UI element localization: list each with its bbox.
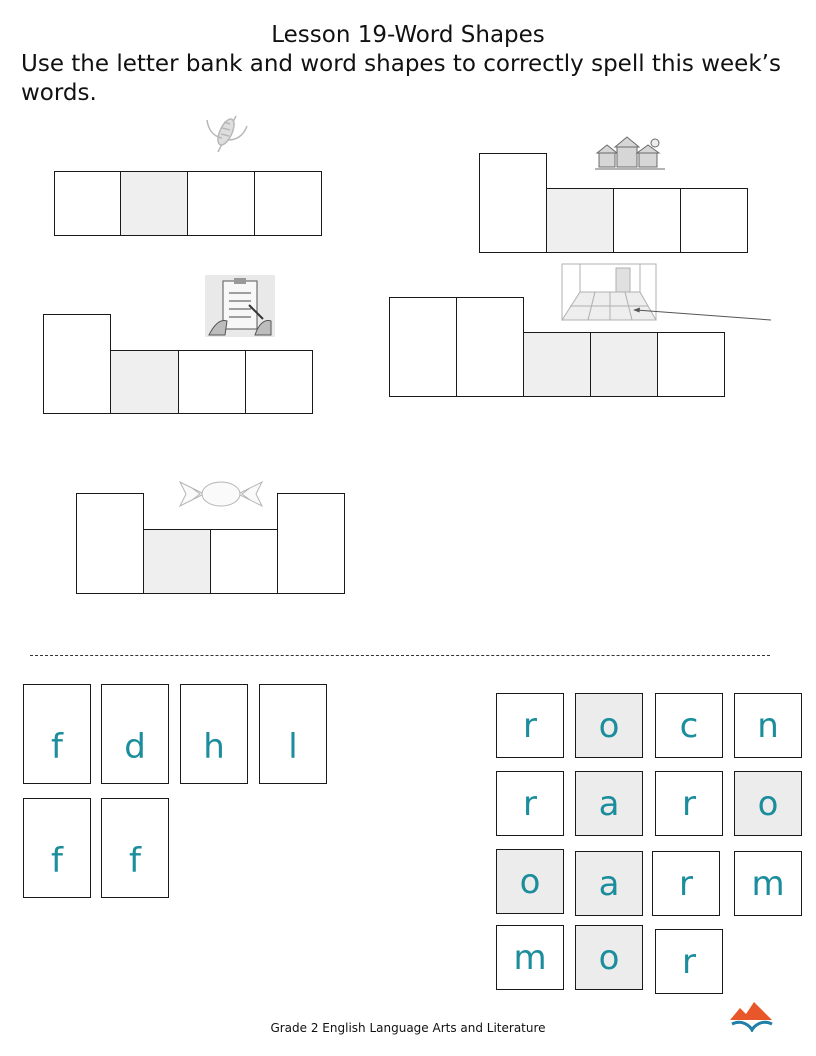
- word2-box-2[interactable]: [546, 188, 614, 253]
- word1-box-1[interactable]: [54, 171, 121, 236]
- farm-icon: [595, 133, 665, 173]
- corn-icon: [204, 108, 250, 158]
- word5-box-2[interactable]: [143, 529, 211, 594]
- word3-box-1[interactable]: [43, 314, 111, 414]
- letter-tile[interactable]: f: [23, 684, 91, 784]
- page-title: Lesson 19-Word Shapes: [271, 22, 545, 48]
- word2-box-1[interactable]: [479, 153, 547, 253]
- letter-tile[interactable]: o: [734, 771, 802, 836]
- word5-box-3[interactable]: [210, 529, 278, 594]
- letter-tile[interactable]: c: [655, 693, 723, 758]
- word4-box-2[interactable]: [456, 297, 524, 397]
- divider: [30, 655, 770, 656]
- letter-tile[interactable]: o: [575, 925, 643, 990]
- word5-box-4[interactable]: [277, 493, 345, 594]
- word3-box-4[interactable]: [245, 350, 313, 414]
- word1-box-2[interactable]: [120, 171, 188, 236]
- word2-box-4[interactable]: [680, 188, 748, 253]
- letter-tile[interactable]: r: [655, 771, 723, 836]
- word2-box-3[interactable]: [613, 188, 681, 253]
- word4-box-5[interactable]: [657, 332, 725, 397]
- letter-tile[interactable]: r: [496, 771, 564, 836]
- word4-box-4[interactable]: [590, 332, 658, 397]
- letter-tile[interactable]: o: [575, 693, 643, 758]
- letter-tile[interactable]: m: [734, 851, 802, 916]
- letter-tile[interactable]: r: [496, 693, 564, 758]
- letter-tile[interactable]: f: [101, 798, 169, 898]
- word1-box-3[interactable]: [187, 171, 255, 236]
- word3-box-3[interactable]: [178, 350, 246, 414]
- letter-tile[interactable]: r: [655, 929, 723, 994]
- letter-tile[interactable]: m: [496, 925, 564, 990]
- word3-box-2[interactable]: [110, 350, 179, 414]
- letter-tile[interactable]: a: [575, 851, 643, 916]
- word4-box-3[interactable]: [523, 332, 591, 397]
- word5-box-1[interactable]: [76, 493, 144, 594]
- letter-tile[interactable]: d: [101, 684, 169, 784]
- letter-tile[interactable]: a: [575, 771, 643, 836]
- instructions: Use the letter bank and word shapes to correctly spell this week’s words.: [21, 51, 781, 106]
- clipboard-checklist-icon: [205, 275, 275, 337]
- letter-tile[interactable]: h: [180, 684, 248, 784]
- letter-tile[interactable]: o: [496, 849, 564, 914]
- word4-box-1[interactable]: [389, 297, 457, 397]
- publisher-logo-icon: [728, 1000, 774, 1032]
- candy-icon: [178, 478, 264, 510]
- letter-tile[interactable]: f: [23, 798, 91, 898]
- footer-text: Grade 2 English Language Arts and Literature: [270, 1021, 546, 1035]
- word1-box-4[interactable]: [254, 171, 322, 236]
- letter-tile[interactable]: n: [734, 693, 802, 758]
- letter-tile[interactable]: l: [259, 684, 327, 784]
- letter-tile[interactable]: r: [652, 851, 720, 916]
- arrow-pointer: [630, 306, 774, 324]
